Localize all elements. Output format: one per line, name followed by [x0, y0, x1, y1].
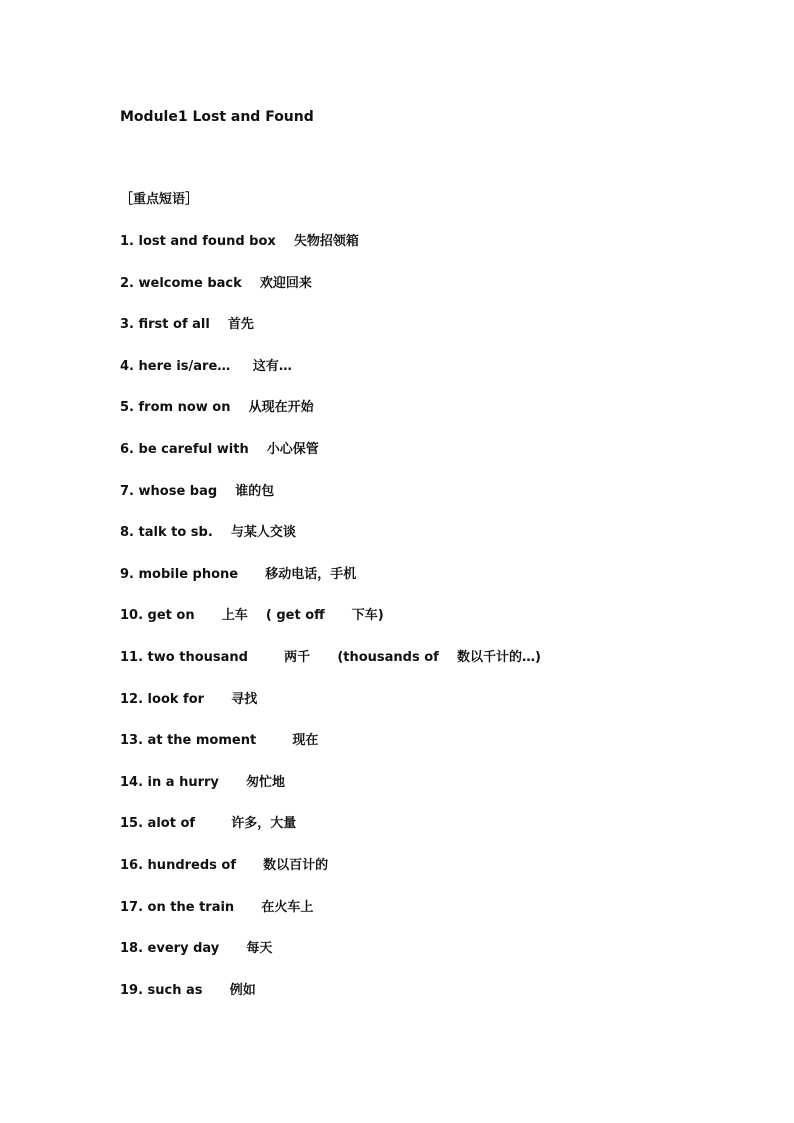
- list-item: [120, 483, 541, 525]
- list-item: [120, 233, 541, 275]
- phrase-text: 13. at the moment 现在: [120, 733, 319, 749]
- phrase-text: 18. every day 每天: [120, 941, 273, 957]
- phrase-text: 14. in a hurry 匆忙地: [120, 774, 286, 790]
- section-heading: ［重点短语］: [120, 192, 199, 207]
- phrase-text: 19. such as 例如: [120, 982, 256, 998]
- list-item: [120, 815, 541, 857]
- phrase-text: 3. first of all 首先: [120, 317, 254, 333]
- phrase-text: 11. two thousand 两千 (thousands of 数以千计的…): [120, 649, 541, 665]
- phrase-text: 17. on the train 在火车上: [120, 899, 314, 915]
- phrase-text: 1. lost and found box 失物招领箱: [120, 234, 359, 249]
- list-item: [120, 607, 541, 649]
- phrase-text: 8. talk to sb. 与某人交谈: [120, 525, 296, 541]
- list-item: [120, 566, 541, 608]
- phrase-text: 5. from now on 从现在开始: [120, 400, 314, 416]
- list-item: [120, 774, 541, 816]
- list-item: [120, 649, 541, 691]
- phrase-text: 12. look for 寻找: [120, 691, 258, 707]
- list-item: [120, 399, 541, 441]
- list-item: [120, 524, 541, 566]
- list-item: [120, 940, 541, 982]
- list-item: [120, 358, 541, 400]
- list-item: [120, 441, 541, 483]
- phrase-text: 6. be careful with 小心保管: [120, 441, 319, 457]
- list-item: [120, 857, 541, 899]
- phrase-text: 4. here is/are… 这有…: [120, 358, 292, 374]
- phrase-text: 16. hundreds of 数以百计的: [120, 857, 329, 873]
- list-item: [120, 275, 541, 317]
- phrase-text: 7. whose bag 谁的包: [120, 483, 275, 499]
- phrase-text: 9. mobile phone 移动电话，手机: [120, 566, 357, 582]
- phrase-text: 2. welcome back 欢迎回来: [120, 275, 312, 291]
- phrase-list: [120, 233, 541, 1023]
- phrase-text: 15. alot of 许多，大量: [120, 816, 297, 832]
- list-item: [120, 982, 541, 1024]
- phrase-text: 10. get on 上车 ( get off 下车): [120, 608, 384, 624]
- list-item: [120, 691, 541, 733]
- list-item: [120, 899, 541, 941]
- document-title: Module1 Lost and Found: [120, 109, 314, 125]
- list-item: [120, 316, 541, 358]
- list-item: [120, 732, 541, 774]
